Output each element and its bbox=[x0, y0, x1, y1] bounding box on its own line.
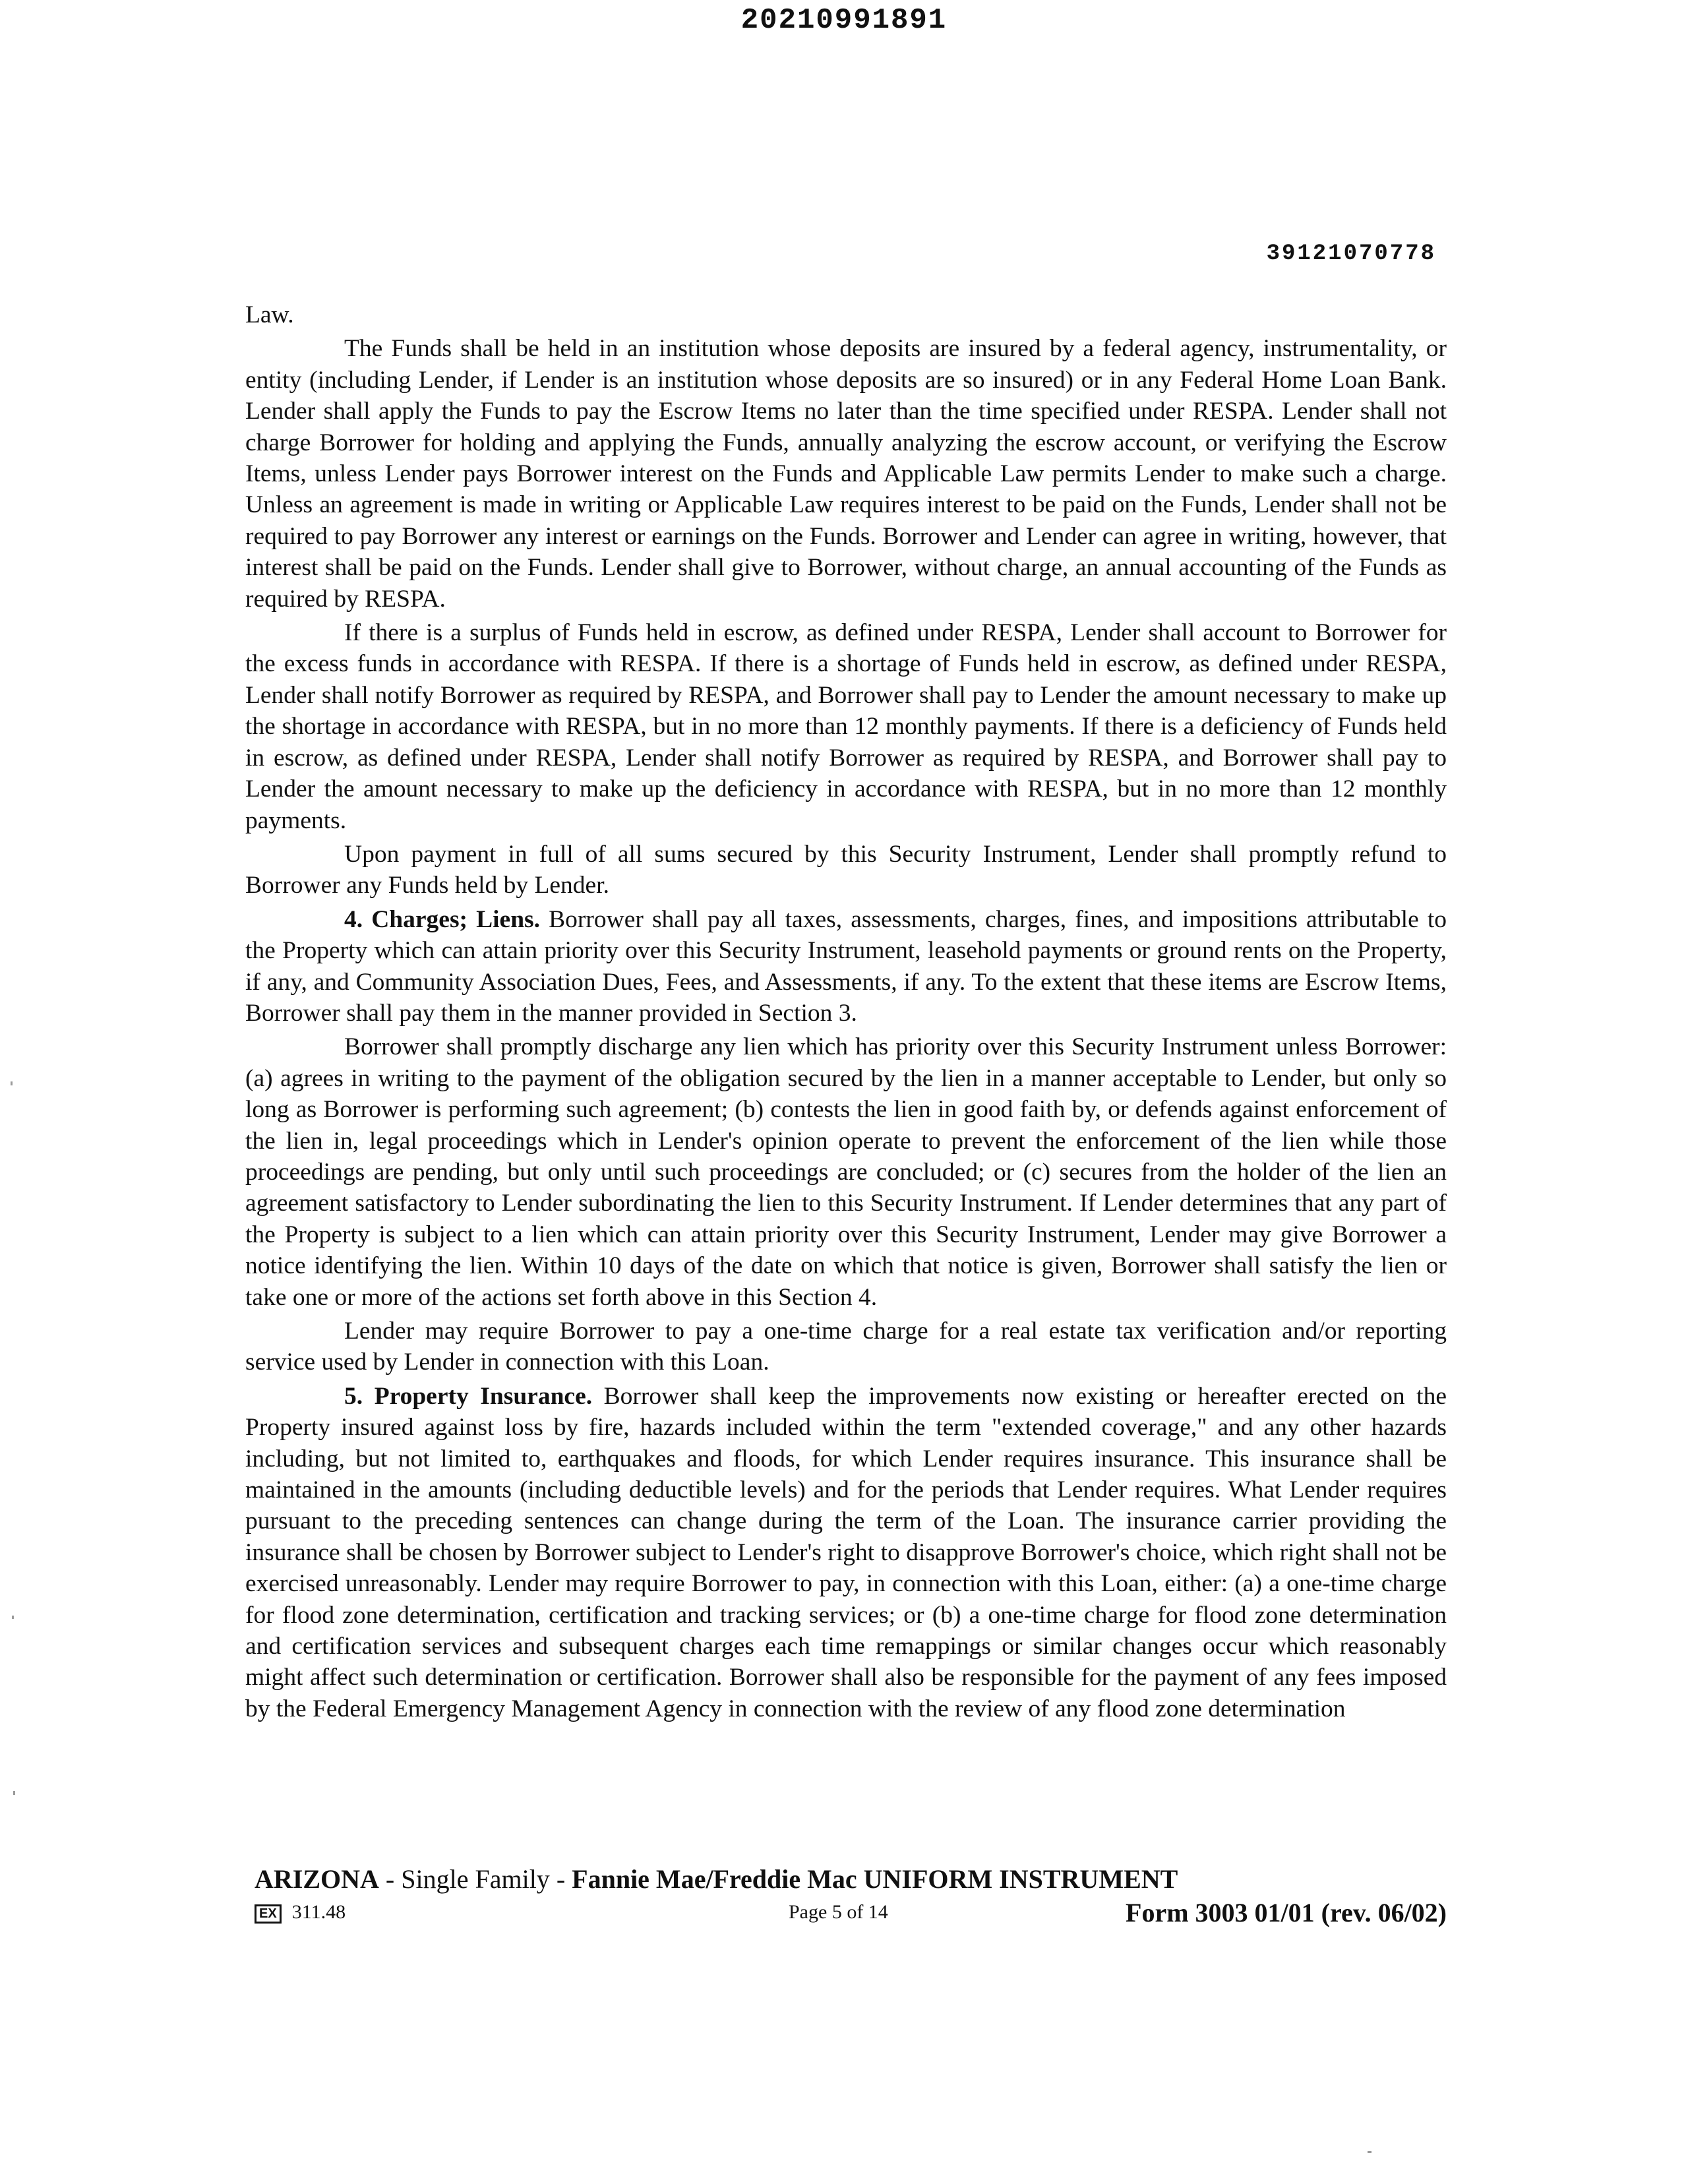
footer-family: Single Family bbox=[401, 1864, 550, 1894]
form-footer bbox=[255, 1864, 1447, 1930]
paragraph-surplus: If there is a surplus of Funds held in escrow, as defined under RESPA, Lender shall account to Borrower for the excess funds in accordance with RESPA. If there is a shortage of Funds held in escrow, as defined under RESPA, Lender shall notify Borrower as required by RESPA, and Borrower shall pay to Lender the amount necessary to make up the shortage in accordance with RESPA, but in no more than 12 monthly payments. If there is a deficiency of Funds held in escrow, as defined under RESPA, Lender shall notify Borrower as required by RESPA, and Borrower shall pay to Lender the amount necessary to make up the deficiency in accordance with RESPA, but in no more than 12 monthly payments. bbox=[245, 619, 1447, 834]
page-number: Page 5 of 14 bbox=[789, 1901, 888, 1923]
section-5-property-insurance bbox=[245, 1381, 1447, 1724]
ex-logo-icon: EX bbox=[255, 1904, 282, 1924]
paragraph-discharge-lien: Borrower shall promptly discharge any lien which has priority over this Security Instrument unless Borrower: (a) agrees in writing to the payment of the obligation secured by the lien in a manner acceptable to Lender, but only so long as Borrower is performing such agreement; (b) contests the lien in good faith by, or defends against enforcement of the lien in, legal proceedings which in Lender's opinion operate to prevent the enforcement of the lien while those proceedings are pending, but only until such proceedings are concluded; or (c) secures from the holder of the lien an agreement satisfactory to Lender subordinating the lien to this Security Instrument. If Lender determines that any part of the Property is subject to a lien which can attain priority over this Security Instrument, Lender may give Borrower a notice identifying the lien. Within 10 days of the date on which that notice is given, Borrower shall satisfy the lien or take one or more of the actions set forth above in this Section 4. bbox=[245, 1033, 1447, 1311]
paragraph-tax-verification: Lender may require Borrower to pay a one-time charge for a real estate tax verification and/or reporting service used by Lender in connection with this Loan. bbox=[245, 1318, 1447, 1376]
paragraph-funds-held: The Funds shall be held in an institution whose deposits are insured by a federal agency, instrumentality, or entity (including Lender, if Lender is an institution whose deposits are so insured) or in any Federal Home Loan Bank. Lender shall apply the Funds to pay the Escrow Items no later than the time specified under RESPA. Lender shall not charge Borrower for holding and applying the Funds, annually analyzing the escrow account, or verifying the Escrow Items, unless Lender pays Borrower interest on the Funds and Applicable Law permits Lender to make such a charge. Unless an agreement is made in writing or Applicable Law requires interest to be paid on the Funds, Lender shall not be required to pay Borrower any interest or earnings on the Funds. Borrower and Lender can agree in writing, however, that interest shall be paid on the Funds. Lender shall give to Borrower, without charge, an annual accounting of the Funds as required by RESPA. bbox=[245, 335, 1447, 613]
footer-state: ARIZONA bbox=[255, 1864, 379, 1894]
section-4-text: Borrower shall pay all taxes, assessments, charges, fines, and impositions attributable to the Property which can attain priority over this Security Instrument, leasehold payments or ground rents on the Property, if any, and Community Association Dues, Fees, and Assessments, if any. To the extent that these items are Escrow Items, Borrower shall pay them in the manner provided in Section 3. bbox=[245, 905, 1447, 1027]
paragraph-law: Law. bbox=[245, 301, 294, 328]
footer-separator-1: - bbox=[378, 1864, 402, 1894]
section-5-heading: 5. Property Insurance. bbox=[344, 1382, 593, 1410]
scan-speck bbox=[13, 1791, 15, 1795]
scan-speck bbox=[11, 1081, 13, 1085]
form-code-value: 311.48 bbox=[291, 1901, 346, 1923]
footer-meta bbox=[255, 1897, 1447, 1930]
section-4-charges-liens bbox=[245, 904, 1447, 1029]
document-body bbox=[245, 299, 1447, 1727]
scan-speck bbox=[1368, 2151, 1372, 2153]
recording-number: 20210991891 bbox=[740, 4, 948, 37]
form-reference: Form 3003 01/01 (rev. 06/02) bbox=[1126, 1898, 1447, 1927]
loan-number: 39121070778 bbox=[1266, 241, 1436, 266]
paragraph-refund: Upon payment in full of all sums secured by this Security Instrument, Lender shall promptly refund to Borrower any Funds held by Lender. bbox=[245, 840, 1447, 899]
scan-speck bbox=[12, 1616, 14, 1619]
section-4-heading: 4. Charges; Liens. bbox=[344, 905, 541, 933]
footer-instrument: Fannie Mae/Freddie Mac UNIFORM INSTRUMENT bbox=[572, 1864, 1178, 1894]
section-5-text: Borrower shall keep the improvements now existing or hereafter erected on the Property insured against loss by fire, hazards included within the term "extended coverage," and any other hazards including, but not limited to, earthquakes and floods, for which Lender requires insurance. This insurance shall be maintained in the amounts (including deductible levels) and for the periods that Lender requires. What Lender requires pursuant to the preceding sentences can change during the term of the Loan. The insurance carrier providing the insurance shall be chosen by Borrower subject to Lender's right to disapprove Borrower's choice, which right shall not be exercised unreasonably. Lender may require Borrower to pay, in connection with this Loan, either: (a) a one-time charge for flood zone determination, certification and tracking services; or (b) a one-time charge for flood zone determination and certification services and subsequent charges each time remappings or similar changes occur which reasonably might affect such determination or certification. Borrower shall also be responsible for the payment of any fees imposed by the Federal Emergency Management Agency in connection with the review of any flood zone determination bbox=[245, 1382, 1447, 1722]
footer-separator-2: - bbox=[549, 1864, 572, 1894]
footer-title bbox=[255, 1864, 1447, 1895]
footer-form-code bbox=[255, 1901, 346, 1924]
